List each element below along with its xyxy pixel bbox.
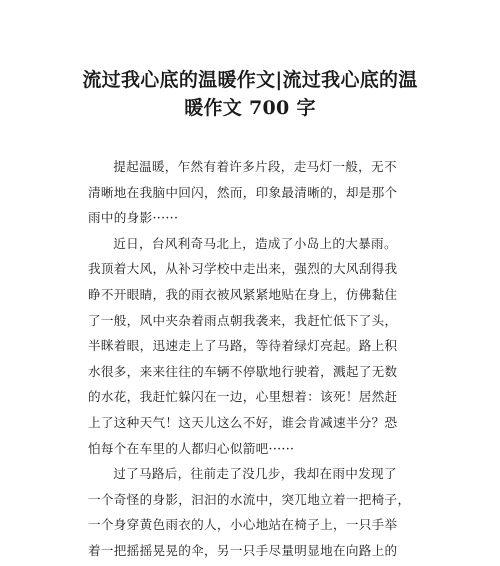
text-line: 一个身穿黄色雨衣的人，小心地站在椅子上，一只手举 (88, 517, 398, 533)
document-body (88, 154, 416, 564)
paragraph-2 (88, 231, 416, 461)
text-line: 提起温暖，乍然有着许多片段，走马灯一般，无不 (113, 159, 397, 174)
paragraph-3 (88, 461, 416, 563)
text-line: 雨中的身影······ (88, 210, 179, 226)
text-line: 睁不开眼睛，我的雨衣被风紧紧地贴在身上，仿佛黏住 (88, 286, 398, 302)
text-line: 了一般，风中夹杂着雨点朝我袭来，我赶忙低下了头， (88, 312, 398, 328)
text-line: 水很多，来来往往的车辆不停歇地行驶着，溅起了无数 (88, 363, 398, 379)
text-line: 近日，台风利奇马北上，造成了小岛上的大暴雨。 (113, 235, 397, 251)
title-line-1: 流过我心底的温暖作文|流过我心底的温 (82, 69, 418, 91)
document-title (60, 66, 440, 122)
text-line: 上了这种天气！这天儿这么不好，谁会肯减速半分？恐 (88, 414, 398, 430)
paragraph-1 (88, 154, 416, 231)
text-line: 怕每个在车里的人都归心似箭吧······ (88, 440, 295, 456)
text-line: 半眯着眼，迅速走上了马路，等待着绿灯亮起。路上积 (88, 338, 398, 354)
text-line: 的水花，我赶忙躲闪在一边，心里想着：该死！居然赶 (88, 389, 398, 405)
title-line-2: 暖作文 700 字 (184, 97, 316, 119)
text-line: 我顶着大风，从补习学校中走出来，强烈的大风刮得我 (88, 261, 398, 277)
text-line: 清晰地在我脑中回闪，然而，印象最清晰的，却是那个 (88, 184, 398, 200)
text-line: 着一把摇摇晃晃的伞，另一只手尽量明显地在向路上的 (88, 542, 398, 558)
text-line: 过了马路后，往前走了没几步，我却在雨中发现了 (113, 466, 397, 482)
text-line: 一个奇怪的身影，汩汩的水流中，突兀地立着一把椅子， (88, 491, 411, 507)
